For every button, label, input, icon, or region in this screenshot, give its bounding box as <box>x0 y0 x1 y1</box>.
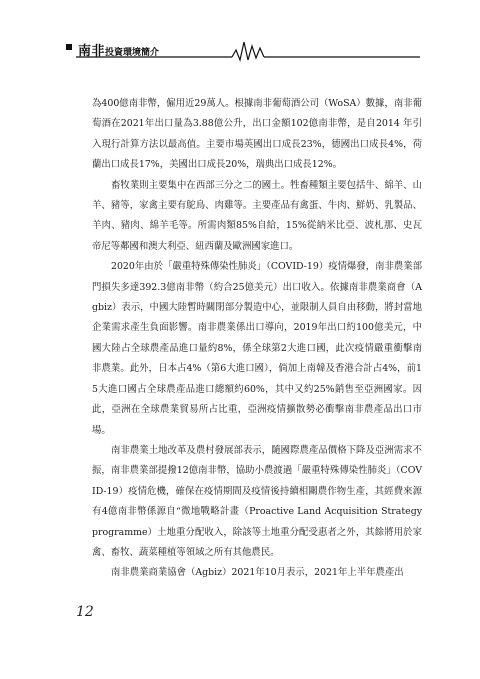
header-decoration-icon <box>0 38 480 62</box>
running-header <box>0 38 480 62</box>
paragraph: 2020年由於「嚴重特殊傳染性肺炎」（COVID-19）疫情爆發，南非農業部門損失多達392.3億南非幣（約合25億美元）出口收入。依據南非農業商會（Agbiz）表示，中國大陸暫時關閉部分製造中心，並限制人員自由移動，將封當地企業需求產生負面影響。南非農業係出口導向，2019年出口約100億美元，中國大陸占全球農產品進口量約8%，係全球第2大進口國，此次疫情嚴重衝擊南非農業。此外，日本占4%（第6大進口國），倘加上南韓及香港合計占4%，前15大進口國占全球農產品進口總額約60%，其中又約25%銷售至亞洲國家。因此，亞洲在全球農業貿易所占比重，亞洲疫情擴散勢必衝擊南非農產品出口市場。 <box>92 261 422 436</box>
paragraph: 南非農業商業協會（Agbiz）2021年10月表示，2021年上半年農產出 <box>111 567 404 579</box>
header-title: 南非投資環境簡介 <box>78 44 160 59</box>
body-text <box>92 94 422 584</box>
paragraph: 南非農業土地改革及農村發展部表示，隨國際農產品價格下降及亞洲需求不振，南非農業部提撥12億南非幣，協助小農渡過「嚴重特殊傳染性肺炎」（COVID-19）疫情危機，確保在疫情期間及疫情後持續相關農作物生產，其經費來源有4億南非幣係源自“微地戰略計畫（Proactive Land Acquisition Strategy programme）土地重分配收入，除該等土地重分配受惠者之外，其餘將用於家禽、畜牧、蔬菜種植等領域之所有其他農民。 <box>92 444 422 558</box>
paragraph: 畜牧業則主要集中在西部三分之二的國土。牲畜種類主要包括牛、綿羊、山羊、豬等，家禽主要有鴕鳥、肉雞等。主要產品有禽蛋、牛肉、鮮奶、乳製品、羊肉、豬肉、綿羊毛等。所需肉類85%自給，15%從納米比亞、波札那、史瓦帝尼等鄰國和澳大利亞、紐西蘭及歐洲國家進口。 <box>92 179 422 252</box>
page-number: 12 <box>76 604 94 620</box>
paragraph: 為400億南非幣，僱用近29萬人。根據南非葡萄酒公司（WoSA）數據，南非葡萄酒在2021年出口量為3.88億公升，出口金額102億南非幣，是自2014 年引入現行計算方法以最高值。主要市場英國出口成長23%，德國出口成長4%，荷蘭出口成長17%，美國出口成長20%，瑞典出口成長12%。 <box>92 98 422 171</box>
